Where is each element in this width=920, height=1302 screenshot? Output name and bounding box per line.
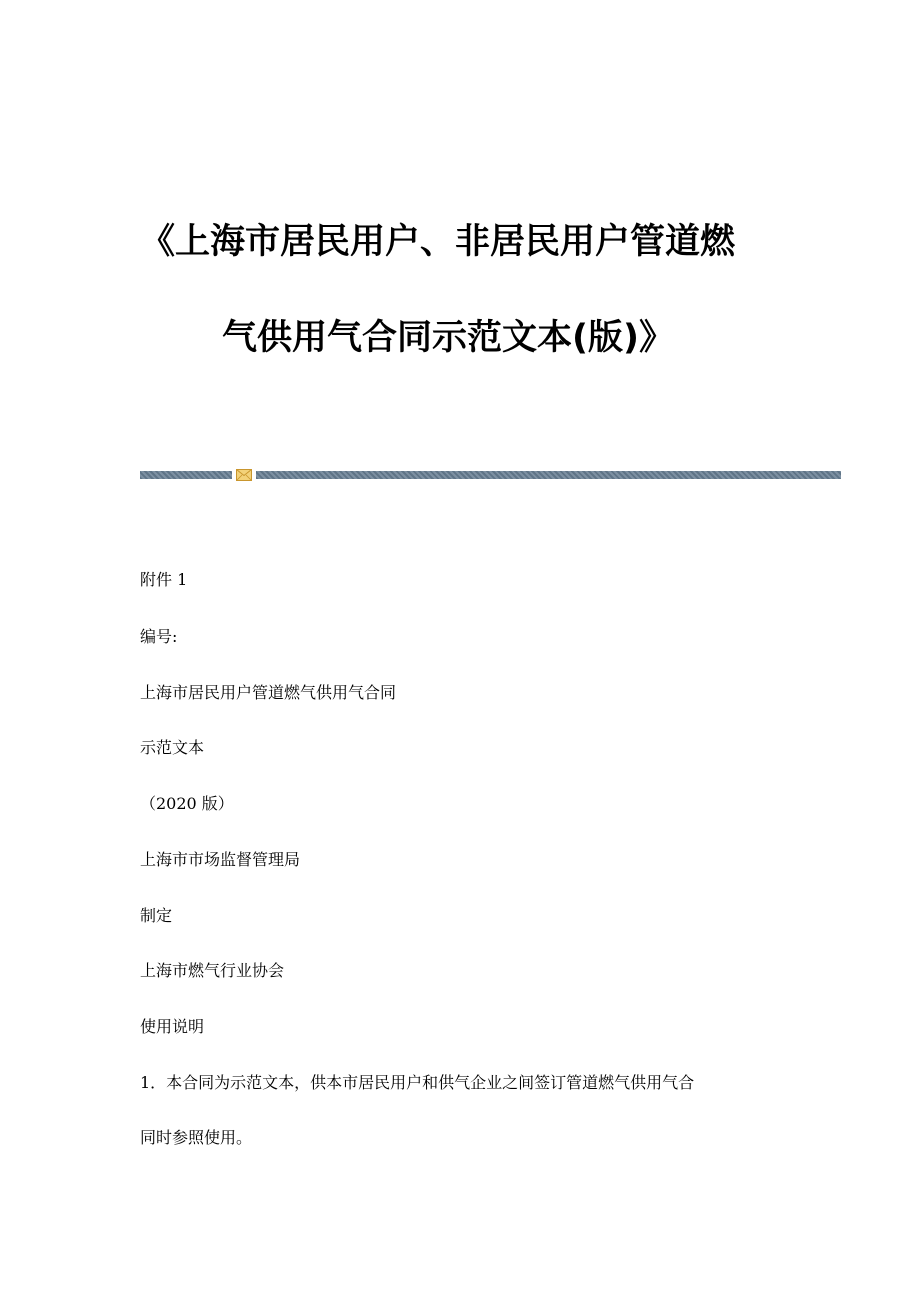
divider-right-segment bbox=[256, 471, 841, 479]
usage-item-1: 1．本合同为示范文本，供本市居民用户和供气企业之间签订管道燃气供用气合 bbox=[140, 1073, 695, 1092]
document-title-line-1: 《上海市居民用户、非居民用户管道燃 bbox=[140, 222, 736, 262]
usage-heading: 使用说明 bbox=[140, 1017, 205, 1036]
divider-left-segment bbox=[140, 471, 232, 479]
attachment-label: 附件 1 bbox=[140, 570, 188, 589]
title-divider bbox=[140, 470, 841, 480]
usage-item-1-continuation: 同时参照使用。 bbox=[140, 1128, 253, 1147]
formulate-label: 制定 bbox=[140, 906, 173, 925]
contract-number-label: 编号: bbox=[140, 627, 178, 646]
edition-label: （2020 版） bbox=[140, 794, 234, 813]
contract-name: 上海市居民用户管道燃气供用气合同 bbox=[140, 683, 397, 702]
document-title-line-2: 气供用气合同示范文本(版)》 bbox=[222, 318, 674, 358]
issuing-bureau: 上海市市场监督管理局 bbox=[140, 850, 301, 869]
industry-association: 上海市燃气行业协会 bbox=[140, 961, 285, 980]
sample-text-label: 示范文本 bbox=[140, 738, 205, 757]
envelope-icon bbox=[236, 469, 252, 481]
